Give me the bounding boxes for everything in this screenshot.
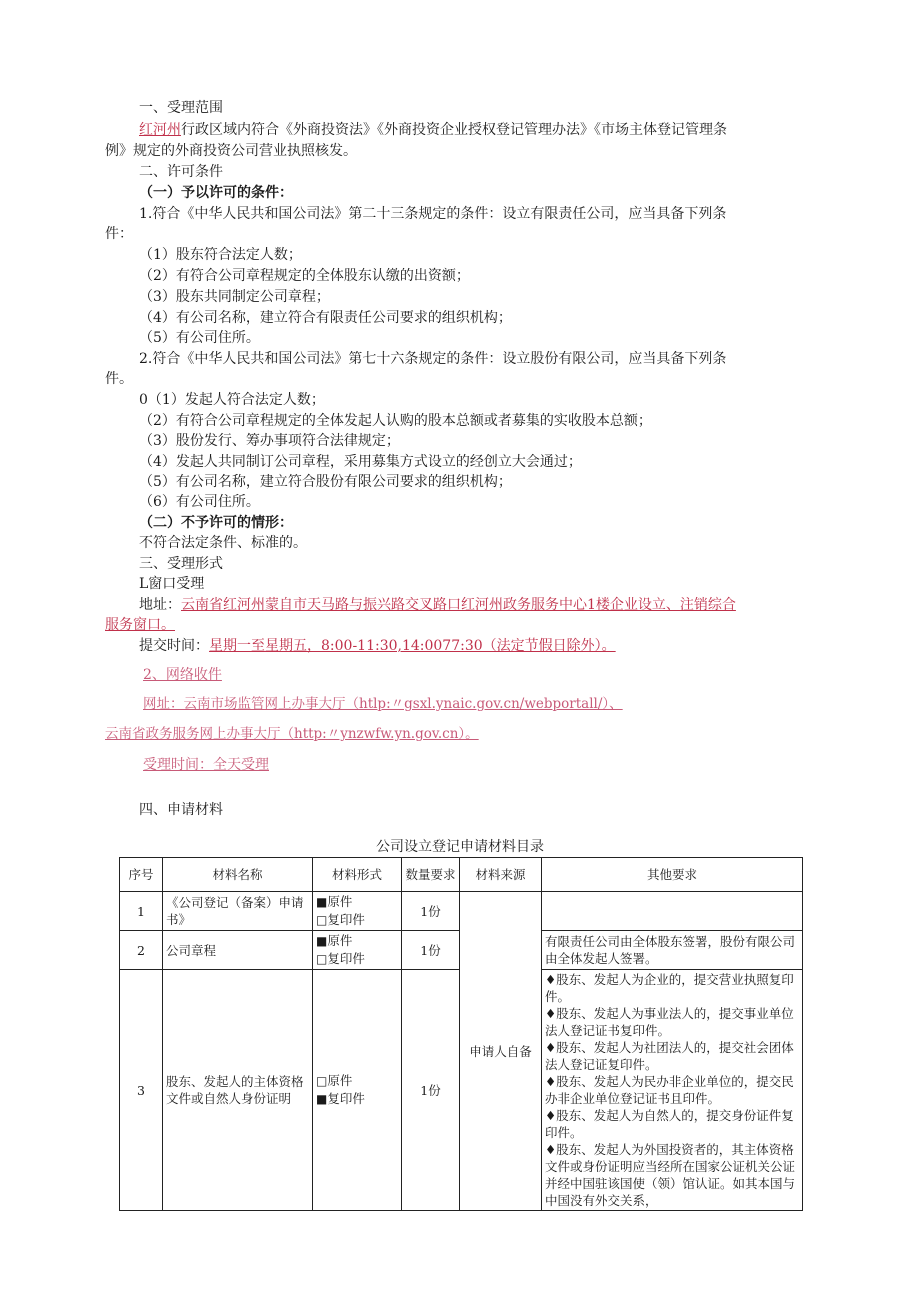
requirement-item: ♦股东、发起人为民办非企业单位的，提交民办非企业单位登记证书且印件。 — [545, 1074, 794, 1106]
header-cell: 材料名称 — [163, 858, 313, 892]
material-quantity: 1份 — [402, 931, 460, 970]
submit-time-label: 提交时间： — [139, 638, 209, 654]
checkbox-icon: ■ — [316, 1092, 328, 1106]
online-acceptance-title: 2、网络收件 — [143, 667, 222, 683]
header-cell: 材料来源 — [460, 858, 542, 892]
condition-2-item: （4）发起人共同制订公司章程，采用募集方式设立的经创立大会通过； — [139, 454, 582, 470]
checkbox-icon: ■ — [316, 934, 328, 948]
scope-text-line-2: 例》规定的外商投资公司营业执照核发。 — [105, 143, 357, 159]
address-label: 地址： — [139, 597, 181, 613]
material-quantity: 1份 — [402, 970, 460, 1211]
condition-1-item: （3）股东共同制定公司章程； — [139, 289, 330, 305]
scope-text: 行政区域内符合《外商投资法》《外商投资企业授权登记管理办法》《市场主体登记管理条 — [181, 122, 727, 138]
address-line-2: 服务窗口。 — [105, 617, 175, 633]
form-option-original: □原件 — [316, 1073, 353, 1088]
region-name: 红河州 — [139, 122, 181, 138]
table-row — [120, 892, 803, 931]
condition-2-line-1: 2.符合《中华人民共和国公司法》第七十六条规定的条件：设立股份有限公司，应当具备下列条 — [139, 351, 727, 367]
header-cell: 序号 — [120, 858, 163, 892]
online-site-line-2[interactable]: 云南省政务服务网上办事大厅（http:〃ynzwfw.yn.gov.cn）。 — [105, 726, 479, 742]
permit-conditions-heading: （一）予以许可的条件： — [139, 185, 293, 201]
material-name: 《公司登记（备案）申请书》 — [163, 892, 313, 931]
header-cell: 数量要求 — [402, 858, 460, 892]
condition-2-item: （3）股份发行、筹办事项符合法律规定； — [139, 433, 400, 449]
materials-table — [119, 857, 803, 1211]
window-acceptance: L窗口受理 — [139, 576, 205, 592]
online-acceptance-time: 受理时间：全天受理 — [143, 757, 269, 773]
deny-conditions-heading: （二）不予许可的情形： — [139, 515, 293, 531]
requirement-item: ♦股东、发起人为企业的，提交营业执照复印件。 — [545, 972, 794, 1004]
section-3-title: 三、受理形式 — [139, 556, 223, 572]
requirement-item: ♦股东、发起人为外国投资者的，其主体资格文件或身份证明应当经所在国家公证机关公证并经中国驻该国使（领）馆认证。如其本国与中国没有外交关系， — [545, 1142, 796, 1208]
form-option-copy: □复印件 — [316, 912, 365, 927]
form-option-original: ■原件 — [316, 894, 353, 909]
condition-1-item: （5）有公司住所。 — [139, 330, 260, 346]
condition-1-item: （1）股东符合法定人数； — [139, 247, 302, 263]
condition-2-line-2: 件。 — [105, 371, 133, 387]
submit-time — [139, 636, 616, 656]
form-option-original: ■原件 — [316, 933, 353, 948]
condition-2-item: （6）有公司住所。 — [139, 494, 260, 510]
checkbox-icon: □ — [316, 952, 328, 966]
condition-1-line-2: 件： — [105, 226, 133, 242]
material-quantity: 1份 — [402, 892, 460, 931]
condition-1-item: （4）有公司名称，建立符合有限责任公司要求的组织机构； — [139, 310, 512, 326]
form-option-copy: □复印件 — [316, 951, 365, 966]
material-form — [313, 931, 402, 970]
form-option-copy: ■复印件 — [316, 1091, 365, 1106]
row-number: 1 — [120, 892, 163, 931]
checkbox-icon: □ — [316, 1074, 328, 1088]
address-line-1 — [139, 595, 736, 615]
header-cell: 其他要求 — [542, 858, 803, 892]
section-1-title: 一、受理范围 — [139, 100, 223, 116]
other-requirements — [542, 970, 803, 1211]
material-form — [313, 970, 402, 1211]
table-caption: 公司设立登记申请材料目录 — [376, 839, 544, 855]
section-2-title: 二、许可条件 — [139, 164, 223, 180]
condition-1-line-1: 1.符合《中华人民共和国公司法》第二十三条规定的条件：设立有限责任公司，应当具备下列条 — [139, 206, 727, 222]
header-cell: 材料形式 — [313, 858, 402, 892]
condition-1-item: （2）有符合公司章程规定的全体股东认缴的出资额； — [139, 268, 470, 284]
condition-2-item: 0（1）发起人符合法定人数； — [139, 392, 325, 408]
other-requirements: 有限责任公司由全体股东签署，股份有限公司由全体发起人签署。 — [542, 931, 803, 970]
material-form — [313, 892, 402, 931]
material-name: 公司章程 — [163, 931, 313, 970]
requirement-item: ♦股东、发起人为社团法人的，提交社会团体法人登记证复印件。 — [545, 1040, 794, 1072]
requirement-item: ♦股东、发起人为自然人的，提交身份证件复印件。 — [545, 1108, 794, 1140]
table-header-row — [120, 858, 803, 892]
section-4-title: 四、申请材料 — [139, 802, 223, 818]
deny-text: 不符合法定条件、标准的。 — [139, 535, 307, 551]
row-number: 2 — [120, 931, 163, 970]
address-value: 云南省红河州蒙自市天马路与振兴路交叉路口红河州政务服务中心1楼企业设立、注销综合 — [181, 597, 736, 613]
row-number: 3 — [120, 970, 163, 1211]
scope-text-line-1 — [139, 120, 727, 140]
material-source: 申请人自备 — [460, 892, 542, 1211]
material-name: 股东、发起人的主体资格文件或自然人身份证明 — [163, 970, 313, 1211]
condition-2-item: （5）有公司名称，建立符合股份有限公司要求的组织机构； — [139, 474, 512, 490]
requirement-item: ♦股东、发起人为事业法人的，提交事业单位法人登记证书复印件。 — [545, 1006, 794, 1038]
submit-time-value: 星期一至星期五，8:00-11:30,14:0077:30（法定节假日除外）。 — [209, 638, 616, 654]
condition-2-item: （2）有符合公司章程规定的全体发起人认购的股本总额或者募集的实收股本总额； — [139, 413, 652, 429]
other-requirements — [542, 892, 803, 931]
checkbox-icon: ■ — [316, 895, 328, 909]
checkbox-icon: □ — [316, 913, 328, 927]
online-site-line-1[interactable]: 网址：云南市场监管网上办事大厅（htlp:〃gsxl.ynaic.gov.cn/webportall/）、 — [143, 696, 623, 712]
